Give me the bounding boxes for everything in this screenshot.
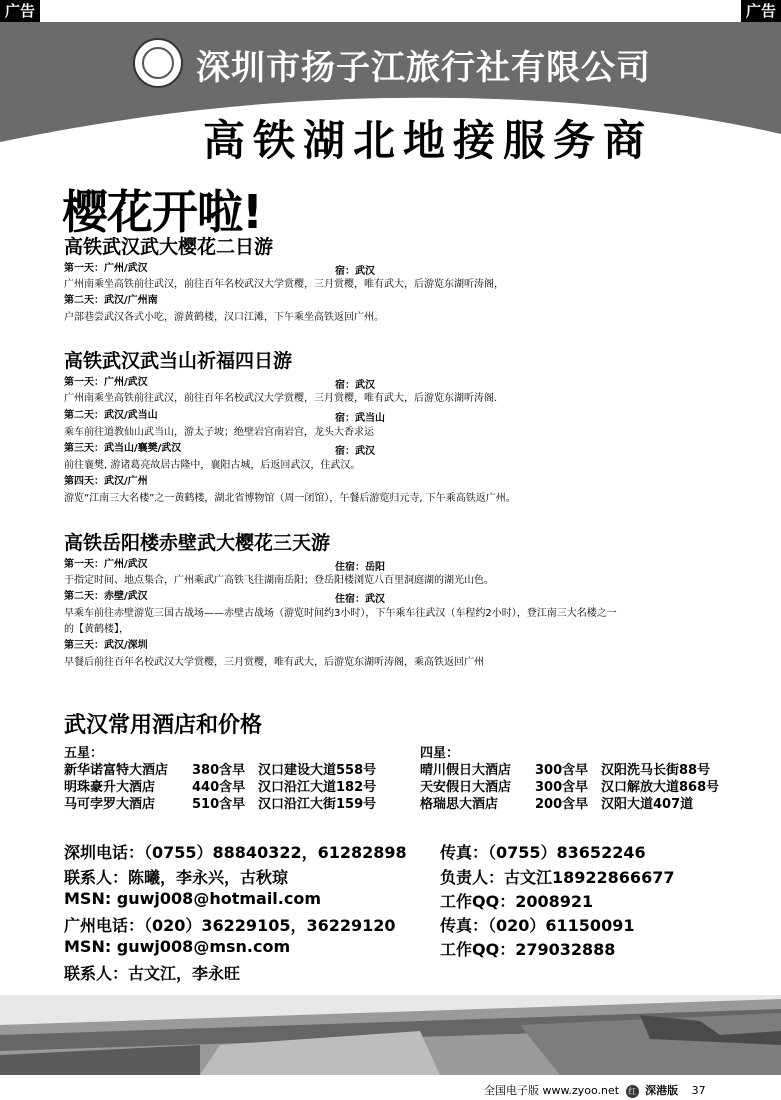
msn-msn: MSN: guwj008@msn.com — [64, 937, 291, 956]
footer — [484, 1082, 706, 1098]
day-label: 第三天：武汉/深圳 — [64, 640, 148, 651]
page-number: 37 — [691, 1084, 706, 1097]
company-logo-icon — [133, 38, 183, 88]
hotel-name: 新华诺富特大酒店 — [64, 763, 169, 778]
hotel-address: 汉口建设大道558号 — [258, 763, 377, 778]
shenzhen-phone: 深圳电话：（0755）88840322，61282898 — [64, 843, 407, 862]
tour-title: 高铁武汉武当山祈福四日游 — [64, 350, 293, 372]
day-label: 第四天：武汉/广州 — [64, 476, 148, 487]
stay-label: 宿：武汉 — [335, 380, 375, 391]
hotel-address: 汉口沿江大街159号 — [258, 797, 377, 812]
hotel-row — [64, 762, 376, 779]
day-label: 第二天：赤壁/武汉 — [64, 591, 148, 602]
ad-tag-right: 广告 — [741, 0, 781, 22]
guangzhou-fax: 传真：（020）61150091 — [440, 916, 635, 935]
hotel-price: 440含早 — [192, 780, 246, 795]
hotel-name: 天安假日大酒店 — [420, 780, 512, 795]
ad-tag-left: 广告 — [0, 0, 40, 22]
hotel-price: 300含早 — [535, 763, 589, 778]
footer-edition: 全国电子版 www.zyoo.net — [484, 1084, 620, 1097]
day-text: 广州南乘坐高铁前往武汉，前往百年名校武汉大学赏樱，三月赏樱，唯有武大，后游览东湖听涛阁. — [64, 393, 498, 404]
five-star-hotels — [64, 745, 376, 813]
four-star-label: 四星： — [420, 746, 460, 761]
day-text: 游览“江南三大名楼”之一黄鹤楼，湖北省博物馆（周一闭馆），午餐后游览归元寺, 下午乘高铁返广州。 — [64, 493, 516, 504]
hotel-row — [420, 762, 719, 779]
dam-photo — [0, 995, 781, 1075]
hotel-name: 格瑞思大酒店 — [420, 797, 499, 812]
footer-mark-icon: 红 — [626, 1085, 639, 1098]
work-qq-1: 工作QQ：2008921 — [440, 892, 594, 911]
five-star-label: 五星： — [64, 746, 104, 761]
hotel-row — [420, 779, 719, 796]
hotel-name: 晴川假日大酒店 — [420, 763, 512, 778]
work-qq-2: 工作QQ：279032888 — [440, 940, 616, 959]
day-label: 第二天：武汉/武当山 — [64, 410, 158, 421]
headline: 樱花开啦! — [62, 185, 262, 239]
day-label: 第二天：武汉/广州南 — [64, 295, 158, 306]
msn-hotmail: MSN: guwj008@hotmail.com — [64, 889, 322, 908]
stay-label: 住宿：武汉 — [335, 594, 385, 605]
manager-contact: 负责人：古文江18922866677 — [440, 868, 675, 887]
hotel-name: 马可孛罗大酒店 — [64, 797, 156, 812]
company-name: 深圳市扬子江旅行社有限公司 — [196, 48, 651, 88]
four-star-hotels — [420, 745, 719, 813]
hotel-address: 汉口沿江大道182号 — [258, 780, 377, 795]
footer-region: 深港版 — [645, 1084, 679, 1097]
hotels-title: 武汉常用酒店和价格 — [64, 713, 263, 738]
hotel-address: 汉阳洗马长街88号 — [601, 763, 711, 778]
hotel-name: 明珠豪升大酒店 — [64, 780, 156, 795]
day-label: 第一天：广州/武汉 — [64, 559, 148, 570]
hotel-address: 汉阳大道407道 — [601, 797, 694, 812]
day-text: 早餐后前往百年名校武汉大学赏樱，三月赏樱，唯有武大，后游览东湖听涛阁，乘高铁返回广州 — [64, 657, 484, 668]
service-slogan: 高铁湖北地接服务商 — [203, 116, 654, 165]
tour-title: 高铁武汉武大樱花二日游 — [64, 236, 274, 258]
stay-label: 宿：武汉 — [335, 446, 375, 457]
tour-title: 高铁岳阳楼赤壁武大樱花三天游 — [64, 532, 331, 554]
day-text: 户部巷尝武汉各式小吃，游黄鹤楼，汉口江滩，下午乘坐高铁返回广州。 — [64, 312, 384, 323]
day-label: 第一天：广州/武汉 — [64, 377, 148, 388]
day-text: 早乘车前往赤壁游览三国古战场——赤壁古战场（游览时间约3小时），下午乘车往武汉（车程约2小时），登江南三大名楼之一 — [64, 608, 617, 619]
hotel-price: 380含早 — [192, 763, 246, 778]
hotel-address: 汉口解放大道868号 — [601, 780, 720, 795]
stay-label: 住宿：岳阳 — [335, 562, 385, 573]
day-label: 第三天：武当山/襄樊/武汉 — [64, 443, 182, 454]
stay-label: 宿：武汉 — [335, 266, 375, 277]
hotel-row — [64, 796, 376, 813]
day-text: 于指定时间、地点集合，广州乘武广高铁飞往湖南岳阳；登岳阳楼浏览八百里洞庭湖的湖光山色。 — [64, 575, 494, 586]
hotel-row — [64, 779, 376, 796]
stay-label: 宿：武当山 — [335, 413, 385, 424]
shenzhen-fax: 传真：（0755）83652246 — [440, 843, 646, 862]
day-text: 前往襄樊, 游诸葛亮故居古隆中，襄阳古城，后返回武汉，住武汉。 — [64, 460, 361, 471]
day-text-continued: 的【黄鹤楼】， — [64, 624, 129, 635]
shenzhen-contacts: 联系人：陈曦，李永兴，古秋琼 — [64, 868, 289, 887]
hotel-price: 510含早 — [192, 797, 246, 812]
day-text: 广州南乘坐高铁前往武汉，前往百年名校武汉大学赏樱，三月赏樱，唯有武大，后游览东湖听涛阁， — [64, 279, 504, 290]
guangzhou-phone: 广州电话：（020）36229105，36229120 — [64, 916, 396, 935]
hotel-price: 300含早 — [535, 780, 589, 795]
hotel-price: 200含早 — [535, 797, 589, 812]
day-label: 第一天：广州/武汉 — [64, 263, 148, 274]
guangzhou-contacts: 联系人：古文江，李永旺 — [64, 964, 241, 983]
day-text: 乘车前往道教仙山武当山，游太子坡；绝壁岩宫南岩宫，龙头大香求运 — [64, 427, 374, 438]
hotel-row — [420, 796, 719, 813]
